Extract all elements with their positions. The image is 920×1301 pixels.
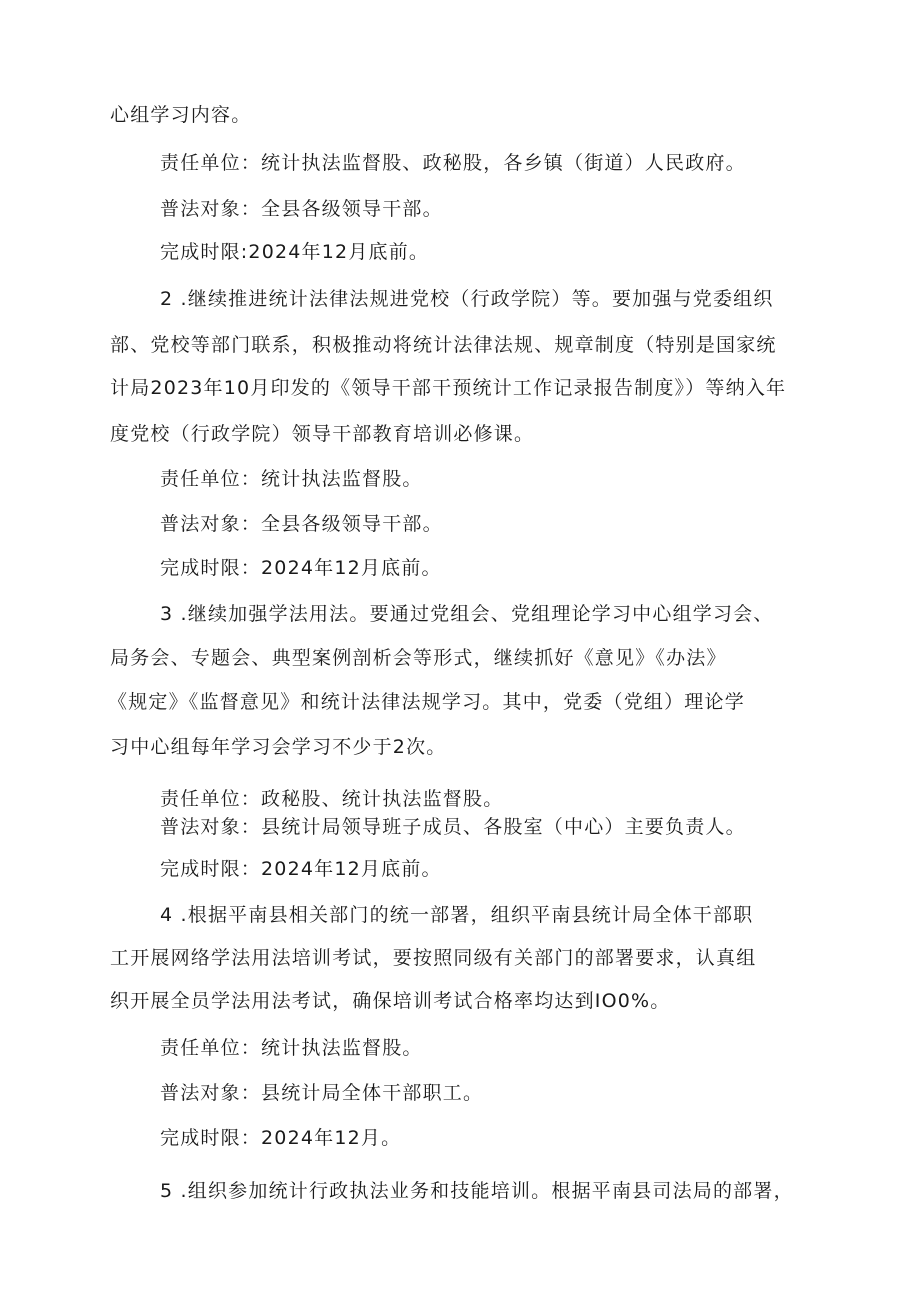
responsible-unit-line: 责任单位：统计执法监督股。	[160, 468, 423, 490]
target-audience-line: 普法对象：全县各级领导干部。	[160, 198, 443, 220]
text-line: 局务会、专题会、典型案例剖析会等形式，继续抓好《意见》《办法》	[110, 647, 727, 669]
deadline-line: 完成时限：2024年12月底前。	[160, 557, 442, 579]
target-audience-line: 普法对象：全县各级领导干部。	[160, 513, 443, 535]
text-line: 工开展网络学法用法培训考试，要按照同级有关部门的部署要求，认真组	[110, 947, 757, 969]
deadline-line: 完成时限：2024年12月底前。	[160, 858, 442, 880]
deadline-line: 完成时限:2024年12月底前。	[160, 241, 430, 263]
text-line: 《规定》《监督意见》和统计法律法规学习。其中，党委（党组）理论学	[108, 691, 745, 713]
text-line: 织开展全员学法用法考试，确保培训考试合格率均达到IO0%。	[110, 990, 671, 1012]
text-line: 部、党校等部门联系，积极推动将统计法律法规、规章制度（特别是国家统	[110, 334, 777, 356]
text-line: 度党校（行政学院）领导干部教育培训必修课。	[110, 423, 535, 445]
responsible-unit-line: 责任单位：统计执法监督股、政秘股，各乡镇（街道）人民政府。	[160, 152, 746, 174]
item-4-heading: 4 .根据平南县相关部门的统一部署，组织平南县统计局全体干部职	[160, 904, 754, 926]
responsible-unit-line: 责任单位：政秘股、统计执法监督股。	[160, 788, 504, 810]
text-line: 心组学习内容。	[110, 104, 252, 126]
deadline-line: 完成时限：2024年12月。	[160, 1127, 402, 1149]
item-5-heading: 5 .组织参加统计行政执法业务和技能培训。根据平南县司法局的部署，	[160, 1180, 794, 1202]
target-audience-line: 普法对象：县统计局领导班子成员、各股室（中心）主要负责人。	[160, 816, 746, 838]
text-line: 习中心组每年学习会学习不少于2次。	[110, 736, 447, 758]
item-3-heading: 3 .继续加强学法用法。要通过党组会、党组理论学习中心组学习会、	[160, 603, 774, 625]
target-audience-line: 普法对象：县统计局全体干部职工。	[160, 1082, 484, 1104]
item-2-heading: 2 .继续推进统计法律法规进党校（行政学院）等。要加强与党委组织	[160, 288, 774, 310]
responsible-unit-line: 责任单位：统计执法监督股。	[160, 1037, 423, 1059]
text-line: 计局2023年10月印发的《领导干部干预统计工作记录报告制度》）等纳入年	[110, 377, 787, 399]
